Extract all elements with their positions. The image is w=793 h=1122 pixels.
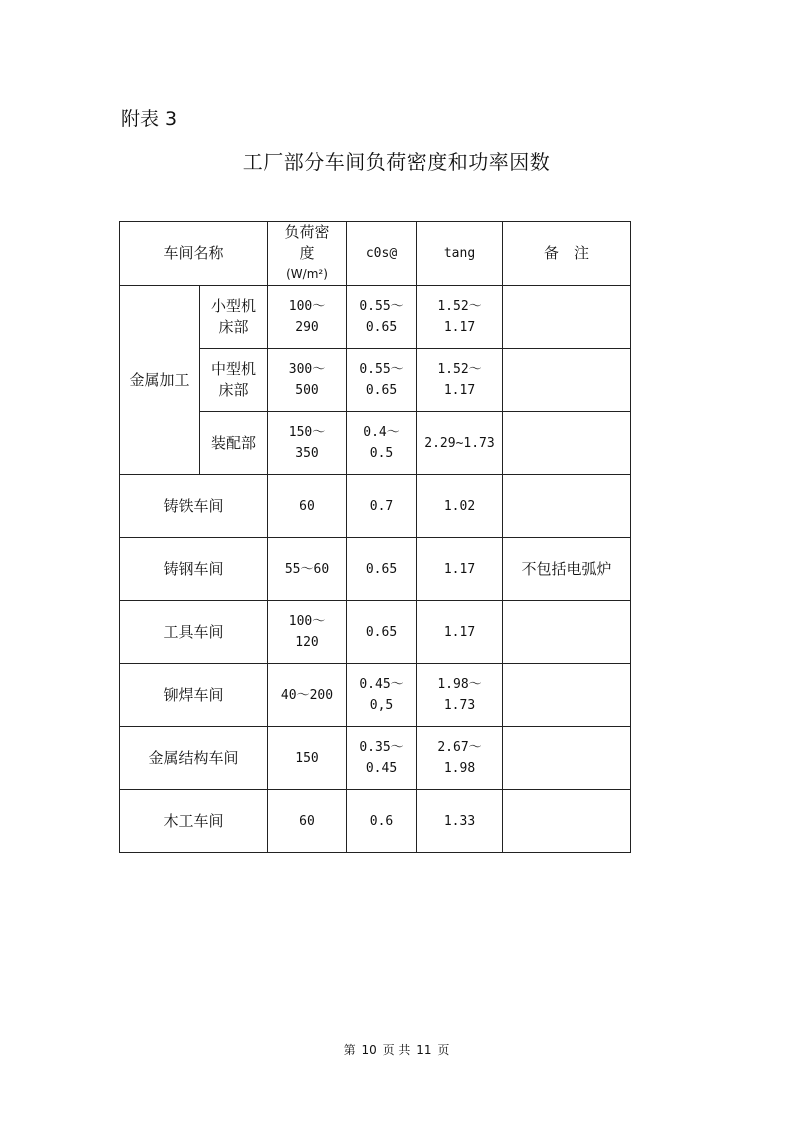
header-cos: c0s@ [347,222,417,286]
sub-workshop-line: 中型机 [210,360,256,378]
workshop-name: 金属结构车间 [120,727,268,790]
page-footer [0,1041,793,1058]
tan-cell [417,286,503,349]
cos-cell [347,412,417,475]
remark-cell [503,727,631,790]
density-cell [268,727,347,790]
tan-cell [417,349,503,412]
sub-workshop-line: 装配部 [210,433,256,452]
sub-workshop-line: 小型机 [210,297,256,315]
remark-cell [503,412,631,475]
cos-cell [347,349,417,412]
density-cell [268,790,347,853]
density-cell [268,349,347,412]
tan-cell [417,475,503,538]
workshop-name: 铸钢车间 [120,538,268,601]
cell-line: 0.55～ [359,299,404,314]
cell-line: 0.5 [369,446,394,461]
tan-cell [417,727,503,790]
cell-line: 0.65 [365,561,398,577]
cos-cell [347,475,417,538]
table-row [120,790,631,853]
table-row [120,475,631,538]
footer-total-pages: 11 [416,1043,432,1057]
cell-line: 350 [295,446,319,461]
table-row [120,286,631,349]
cos-cell [347,286,417,349]
cell-line: 290 [295,320,319,335]
cell-line: 40～200 [280,687,334,703]
cell-line: 0.6 [369,813,394,829]
table-title: 工厂部分车间负荷密度和功率因数 [242,150,551,174]
cell-line: 0.55～ [359,362,404,377]
header-density-line: 负荷密 [284,223,330,241]
cell-line: 0,5 [369,698,394,713]
sub-workshop [200,286,268,349]
cell-line: 1.98～ [437,677,482,692]
remark-cell [503,475,631,538]
table-row [120,538,631,601]
sub-workshop [200,412,268,475]
cell-line: 1.52～ [437,362,482,377]
header-load-density [268,222,347,286]
density-cell [268,412,347,475]
cell-line: 60 [299,813,315,829]
cell-line: 0.45 [365,761,398,776]
cell-line: 500 [295,383,319,398]
cell-line: 0.45～ [359,677,404,692]
footer-suffix: 页 [437,1043,450,1057]
workshop-name: 工具车间 [120,601,268,664]
footer-mid: 页 共 [382,1043,411,1057]
remark-cell [503,286,631,349]
cell-line: 0.65 [365,624,398,640]
remark-cell [503,601,631,664]
header-row [120,222,631,286]
footer-page-number: 10 [361,1043,377,1057]
density-cell [268,475,347,538]
tan-cell [417,664,503,727]
cell-line: 1.17 [443,320,476,335]
cell-line: 100～ [288,299,326,314]
table-row [120,601,631,664]
cell-line: 2.67～ [437,740,482,755]
cell-line: 55～60 [284,561,330,577]
cell-line: 1.98 [443,761,476,776]
workshop-name: 铸铁车间 [120,475,268,538]
cell-line: 2.29~1.73 [424,435,495,451]
cos-cell [347,664,417,727]
group-name: 金属加工 [120,286,200,475]
cell-line: 0.65 [365,383,398,398]
remark-cell [503,664,631,727]
density-cell [268,538,347,601]
cell-line: 300～ [288,362,326,377]
sub-workshop-line: 床部 [218,318,249,336]
remark-cell [503,349,631,412]
cell-line: 120 [295,635,319,650]
cell-line: 1.17 [443,383,476,398]
cell-line: 0.35～ [359,740,404,755]
density-cell [268,286,347,349]
workshop-name: 木工车间 [120,790,268,853]
header-remark: 备 注 [503,222,631,286]
appendix-caption: 附表 3 [121,108,178,130]
remark-cell [503,790,631,853]
cos-cell [347,727,417,790]
density-cell [268,664,347,727]
sub-workshop [200,349,268,412]
cell-line: 1.02 [443,498,476,514]
sub-workshop-line: 床部 [218,381,249,399]
header-workshop-name: 车间名称 [120,222,268,286]
header-density-line: 度 [299,244,315,262]
cos-cell [347,538,417,601]
load-density-table [119,221,631,853]
cell-line: 60 [299,498,315,514]
cell-line: 1.17 [443,624,476,640]
cell-line: 0.7 [369,498,394,514]
cell-line: 1.33 [443,813,476,829]
cell-line: 100～ [288,614,326,629]
cell-line: 150～ [288,425,326,440]
tan-cell [417,412,503,475]
cell-line: 1.17 [443,561,476,577]
density-cell [268,601,347,664]
footer-prefix: 第 [343,1043,356,1057]
workshop-name: 铆焊车间 [120,664,268,727]
cell-line: 0.4～ [363,425,400,440]
tan-cell [417,538,503,601]
cell-line: 150 [295,750,319,766]
table-row [120,664,631,727]
tan-cell [417,790,503,853]
tan-cell [417,601,503,664]
cell-line: 1.52～ [437,299,482,314]
table-row [120,727,631,790]
header-tan: tang [417,222,503,286]
cell-line: 1.73 [443,698,476,713]
remark-cell: 不包括电弧炉 [503,538,631,601]
cos-cell [347,601,417,664]
cos-cell [347,790,417,853]
cell-line: 0.65 [365,320,398,335]
header-density-unit: (W/m²) [286,267,328,281]
